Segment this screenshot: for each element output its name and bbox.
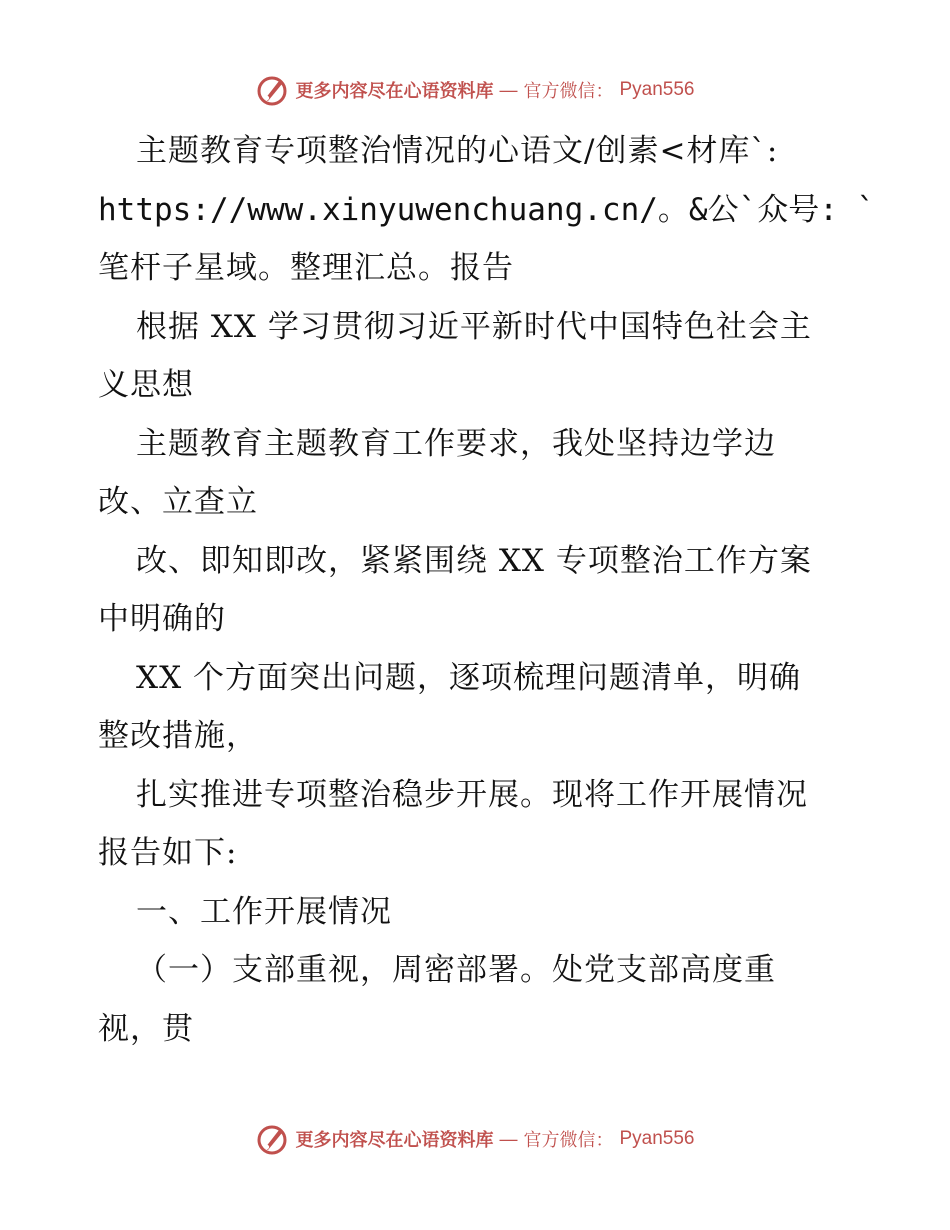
header-banner (0, 70, 950, 110)
header-banner-text: 更多内容尽在心语资料库 (295, 81, 494, 102)
body-line: 报告如下: (98, 835, 238, 871)
body-line: 主题教育主题教育工作要求，我处坚持边学边 (136, 425, 776, 462)
footer-banner-text: 更多内容尽在心语资料库 (295, 1130, 494, 1151)
footer-banner-dash: — (499, 1128, 518, 1149)
document-body (98, 122, 876, 1058)
body-line: 主题教育专项整治情况的心语文/创素<材库`: (136, 133, 779, 169)
section-heading: 一、工作开展情况 (136, 893, 392, 930)
header-wechat-label: 官方微信： (523, 81, 614, 102)
body-line-url: https://www.xinyuwenchuang.cn/。&公`众号: ` (98, 191, 876, 228)
body-line: XX 个方面突出问题，逐项梳理问题清单，明确 (136, 659, 801, 696)
footer-wechat-id: Pyan556 (619, 1128, 695, 1149)
body-line: 义思想 (98, 367, 194, 403)
quill-pen-logo-icon (255, 1122, 289, 1156)
body-line: 根据 XX 学习贯彻习近平新时代中国特色社会主 (136, 308, 812, 345)
header-banner-dash: — (499, 79, 518, 100)
body-line: 视，贯 (98, 1010, 194, 1047)
body-line: 整改措施， (98, 718, 258, 754)
body-line: 改、即知即改，紧紧围绕 XX 专项整治工作方案 (136, 542, 812, 579)
body-line: 中明确的 (98, 601, 226, 637)
footer-banner (0, 1119, 950, 1159)
body-line: （一）支部重视，周密部署。处党支部高度重 (136, 952, 776, 988)
quill-pen-logo-icon (255, 73, 289, 107)
header-wechat-id: Pyan556 (619, 79, 695, 100)
body-line: 扎实推进专项整治稳步开展。现将工作开展情况 (136, 776, 808, 813)
body-line: 改、立查立 (98, 484, 258, 520)
body-line: 笔杆子星域。整理汇总。报告 (98, 250, 514, 286)
footer-wechat-label: 官方微信： (523, 1130, 614, 1151)
